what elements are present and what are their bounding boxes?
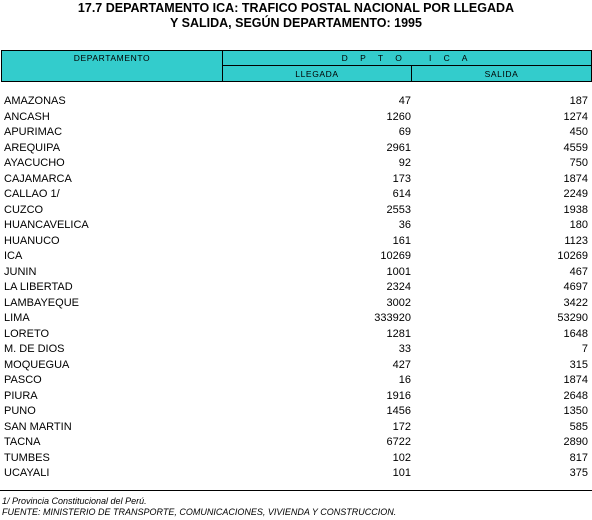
- cell-departamento: LORETO: [4, 327, 50, 340]
- cell-departamento: LA LIBERTAD: [4, 281, 73, 293]
- cell-llegada: 6722: [386, 436, 411, 448]
- cell-llegada: 92: [398, 157, 411, 169]
- cell-llegada: 173: [392, 172, 411, 185]
- cell-salida: 467: [569, 265, 588, 278]
- table-row: [0, 203, 592, 219]
- cell-departamento: CAJAMARCA: [4, 172, 72, 185]
- column-header-salida: SALIDA: [411, 65, 592, 82]
- table-row: [0, 389, 592, 405]
- table-row: [0, 311, 592, 327]
- cell-salida: 4697: [563, 281, 588, 293]
- table-row: [0, 327, 592, 343]
- cell-departamento: TACNA: [4, 436, 41, 448]
- cell-llegada: 2961: [386, 141, 411, 154]
- cell-departamento: CALLAO 1/: [4, 188, 60, 200]
- cell-llegada: 333920: [374, 312, 411, 324]
- cell-departamento: ICA: [4, 250, 23, 262]
- cell-departamento: MOQUEGUA: [4, 358, 70, 371]
- table-row: [0, 94, 592, 110]
- table-row: [0, 156, 592, 172]
- cell-salida: 1274: [563, 110, 588, 123]
- table-row: [0, 141, 592, 157]
- cell-departamento: LIMA: [4, 312, 30, 324]
- cell-salida: 817: [569, 451, 588, 464]
- cell-llegada: 1281: [386, 327, 411, 340]
- cell-salida: 4559: [563, 141, 588, 154]
- cell-salida: 375: [569, 467, 588, 479]
- cell-llegada: 172: [392, 420, 411, 433]
- cell-departamento: HUANCAVELICA: [4, 219, 89, 231]
- cell-salida: 450: [569, 126, 588, 138]
- cell-salida: 1350: [563, 405, 588, 417]
- table-row: [0, 404, 592, 420]
- table-row: [0, 420, 592, 436]
- cell-departamento: PASCO: [4, 374, 42, 386]
- cell-llegada: 161: [392, 234, 411, 247]
- cell-llegada: 1916: [386, 389, 411, 402]
- cell-llegada: 47: [398, 95, 411, 107]
- table-row: [0, 218, 592, 234]
- cell-departamento: LAMBAYEQUE: [4, 296, 79, 309]
- column-header-llegada: LLEGADA: [222, 65, 412, 82]
- cell-departamento: SAN MARTIN: [4, 420, 72, 433]
- page-title: [0, 1, 592, 31]
- cell-departamento: JUNIN: [4, 265, 37, 278]
- cell-salida: 3422: [563, 296, 588, 309]
- table-row: [0, 342, 592, 358]
- table-row: [0, 280, 592, 296]
- table-row: [0, 234, 592, 250]
- table-row: [0, 296, 592, 312]
- footer-divider: [0, 490, 592, 491]
- cell-salida: 585: [569, 420, 588, 433]
- table-body: [0, 94, 592, 482]
- cell-departamento: AREQUIPA: [4, 141, 61, 154]
- table-row: [0, 249, 592, 265]
- cell-salida: 2648: [563, 389, 588, 402]
- cell-llegada: 2324: [386, 281, 411, 293]
- title-line-2: Y SALIDA, SEGÚN DEPARTAMENTO: 1995: [170, 16, 422, 30]
- cell-departamento: PIURA: [4, 389, 38, 402]
- title-line-1: 17.7 DEPARTAMENTO ICA: TRAFICO POSTAL NACIONAL POR LLEGADA: [77, 1, 515, 15]
- table-row: [0, 435, 592, 451]
- cell-salida: 315: [569, 358, 588, 371]
- cell-llegada: 1001: [386, 265, 411, 278]
- cell-salida: 1123: [564, 234, 588, 247]
- cell-salida: 53290: [557, 312, 588, 324]
- cell-departamento: M. DE DIOS: [4, 343, 65, 355]
- cell-departamento: TUMBES: [4, 451, 50, 464]
- footnote: 1/ Provincia Constitucional del Perú.: [2, 496, 147, 506]
- source-note: FUENTE: MINISTERIO DE TRANSPORTE, COMUNICACIONES, VIVIENDA Y CONSTRUCCION.: [2, 507, 397, 517]
- cell-departamento: PUNO: [4, 405, 36, 417]
- cell-departamento: APURIMAC: [4, 126, 63, 138]
- cell-departamento: HUANUCO: [4, 234, 60, 247]
- cell-departamento: AMAZONAS: [4, 95, 66, 107]
- cell-llegada: 16: [398, 374, 411, 386]
- cell-salida: 1874: [563, 172, 588, 185]
- cell-salida: 2890: [563, 436, 588, 448]
- cell-llegada: 614: [392, 188, 411, 200]
- column-group-header-dpto-ica: D P T O I C A: [222, 50, 592, 66]
- cell-departamento: UCAYALI: [4, 467, 50, 479]
- table-row: [0, 125, 592, 141]
- cell-salida: 7: [581, 343, 588, 355]
- cell-llegada: 2553: [386, 203, 411, 216]
- cell-salida: 1648: [563, 327, 588, 340]
- cell-salida: 1874: [563, 374, 588, 386]
- cell-salida: 10269: [557, 250, 588, 262]
- cell-salida: 2249: [563, 188, 588, 200]
- table-row: [0, 358, 592, 374]
- cell-salida: 187: [569, 95, 588, 107]
- table-row: [0, 466, 592, 482]
- cell-llegada: 427: [392, 358, 411, 371]
- cell-llegada: 33: [398, 343, 411, 355]
- table-row: [0, 110, 592, 126]
- table-row: [0, 187, 592, 203]
- cell-llegada: 36: [398, 219, 411, 231]
- cell-llegada: 10269: [380, 250, 411, 262]
- table-row: [0, 373, 592, 389]
- cell-llegada: 3002: [386, 296, 411, 309]
- cell-departamento: CUZCO: [4, 203, 44, 216]
- table-row: [0, 172, 592, 188]
- cell-salida: 750: [569, 157, 588, 169]
- cell-salida: 1938: [563, 203, 588, 216]
- cell-llegada: 1260: [386, 110, 411, 123]
- cell-departamento: AYACUCHO: [4, 157, 65, 169]
- column-header-departamento: DEPARTAMENTO: [1, 50, 223, 82]
- table-row: [0, 451, 592, 467]
- cell-llegada: 102: [392, 451, 411, 464]
- cell-llegada: 69: [398, 126, 411, 138]
- cell-departamento: ANCASH: [4, 110, 50, 123]
- cell-llegada: 101: [392, 467, 411, 479]
- cell-salida: 180: [569, 219, 588, 231]
- cell-llegada: 1456: [386, 405, 411, 417]
- table-row: [0, 265, 592, 281]
